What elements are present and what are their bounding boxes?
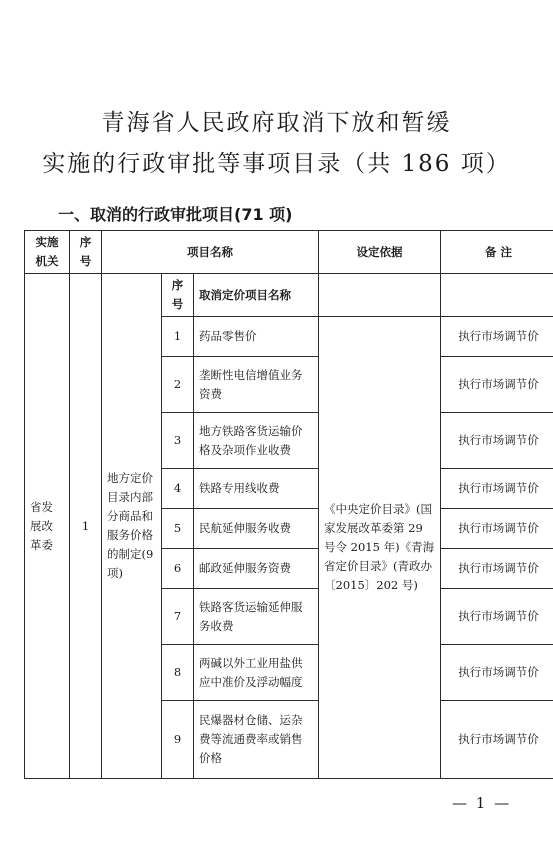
item-no: 6 bbox=[162, 549, 194, 589]
document-title-line-2: 实施的行政审批等事项目录（共 186 项） bbox=[42, 151, 511, 177]
item-remark: 执行市场调节价 bbox=[441, 549, 553, 589]
item-no: 3 bbox=[162, 413, 194, 469]
sub-header-name: 取消定价项目名称 bbox=[194, 274, 319, 317]
item-remark: 执行市场调节价 bbox=[441, 645, 553, 701]
agency-cell: 省发展改革委 bbox=[25, 274, 70, 779]
item-name: 民航延伸服务收费 bbox=[194, 509, 319, 549]
header-remarks: 备 注 bbox=[441, 231, 553, 274]
item-remark: 执行市场调节价 bbox=[441, 509, 553, 549]
header-basis: 设定依据 bbox=[319, 231, 441, 274]
item-name: 民爆器材仓储、运杂费等流通费率或销售价格 bbox=[194, 701, 319, 779]
table-header-row bbox=[25, 231, 553, 274]
item-name: 铁路专用线收费 bbox=[194, 469, 319, 509]
table-row bbox=[25, 274, 553, 317]
page-number: — 1 — bbox=[452, 794, 512, 812]
item-no: 4 bbox=[162, 469, 194, 509]
section-heading: 一、取消的行政审批项目(71 项) bbox=[58, 205, 293, 224]
item-name: 铁路客货运输延伸服务收费 bbox=[194, 589, 319, 645]
item-remark: 执行市场调节价 bbox=[441, 317, 553, 357]
item-remark: 执行市场调节价 bbox=[441, 469, 553, 509]
item-no: 8 bbox=[162, 645, 194, 701]
header-seq: 序号 bbox=[70, 231, 102, 274]
sub-header-seq: 序号 bbox=[162, 274, 194, 317]
header-project-name: 项目名称 bbox=[102, 231, 319, 274]
item-remark: 执行市场调节价 bbox=[441, 413, 553, 469]
item-no: 1 bbox=[162, 317, 194, 357]
empty-cell bbox=[319, 274, 441, 317]
item-name: 垄断性电信增值业务资费 bbox=[194, 357, 319, 413]
item-remark: 执行市场调节价 bbox=[441, 701, 553, 779]
item-name: 地方铁路客货运输价格及杂项作业收费 bbox=[194, 413, 319, 469]
seq-cell: 1 bbox=[70, 274, 102, 779]
item-no: 7 bbox=[162, 589, 194, 645]
item-name: 药品零售价 bbox=[194, 317, 319, 357]
item-remark: 执行市场调节价 bbox=[441, 357, 553, 413]
approval-items-table bbox=[24, 230, 553, 779]
item-no: 9 bbox=[162, 701, 194, 779]
document-title-line-1: 青海省人民政府取消下放和暂缓 bbox=[101, 110, 452, 136]
item-name: 邮政延伸服务资费 bbox=[194, 549, 319, 589]
basis-cell: 《中央定价目录》(国家发展改革委第 29 号令 2015 年)《青海省定价目录》(青政办〔2015〕202 号) bbox=[319, 317, 441, 779]
item-remark: 执行市场调节价 bbox=[441, 589, 553, 645]
empty-cell bbox=[441, 274, 553, 317]
category-cell: 地方定价目录内部分商品和服务价格的制定(9项) bbox=[102, 274, 162, 779]
item-name: 两碱以外工业用盐供应中准价及浮动幅度 bbox=[194, 645, 319, 701]
item-no: 5 bbox=[162, 509, 194, 549]
item-no: 2 bbox=[162, 357, 194, 413]
header-agency: 实施机关 bbox=[25, 231, 70, 274]
